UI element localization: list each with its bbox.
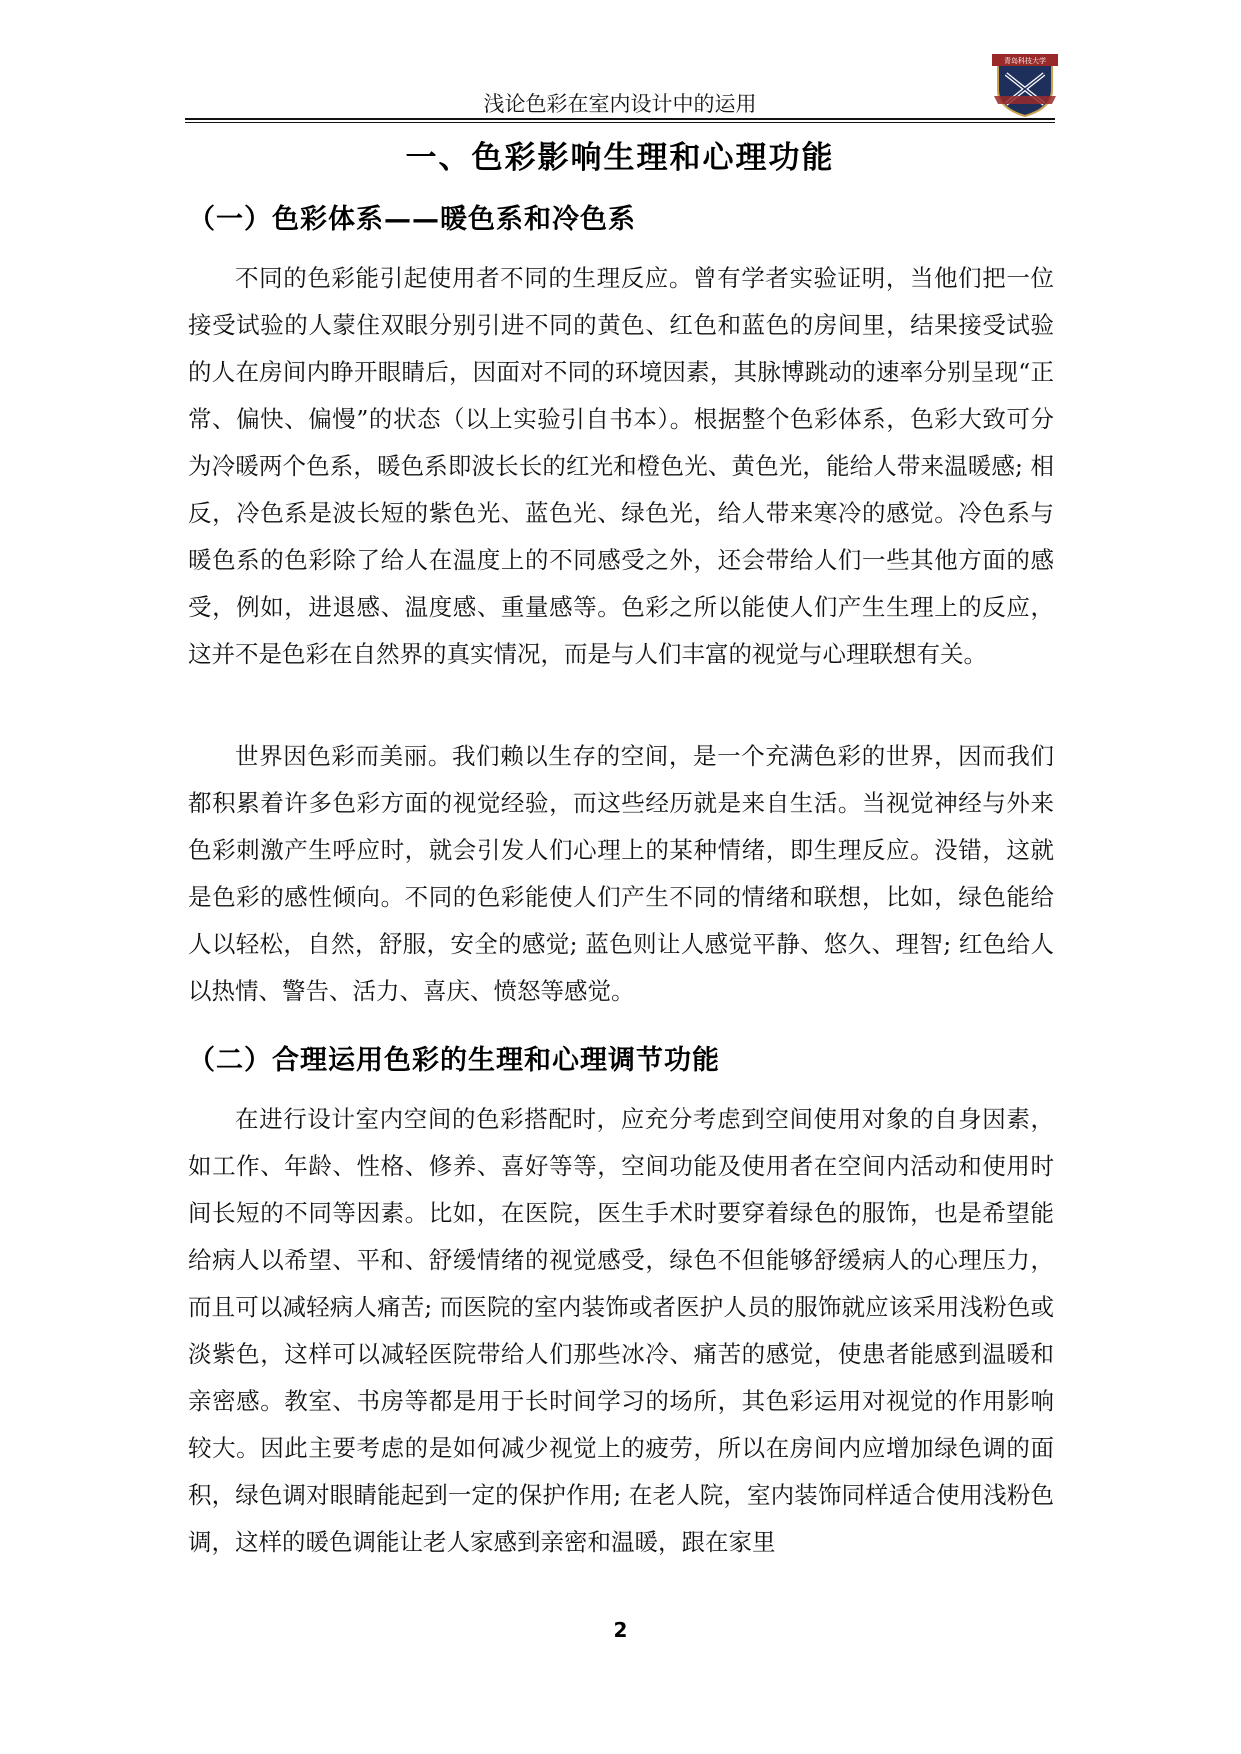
logo-text: 青岛科技大学 [1004, 57, 1046, 65]
body-paragraph-1: 不同的色彩能引起使用者不同的生理反应。曾有学者实验证明，当他们把一位接受试验的人蒙住双眼分别引进不同的黄色、红色和蓝色的房间里，结果接受试验的人在房间内睁开眼睛后，因面对不同的环境因素，其脉博跳动的速率分别呈现“正常、偏快、偏慢”的状态（以上实验引自书本）。根据整个色彩体系，色彩大致可分为冷暖两个色系，暖色系即波长长的红光和橙色光、黄色光，能给人带来温暖感; 相反，冷色系是波长短的紫色光、蓝色光、绿色光，给人带来寒冷的感觉。冷色系与暖色系的色彩除了给人在温度上的不同感受之外，还会带给人们一些其他方面的感受，例如，进退感、温度感、重量感等。色彩之所以能使人们产生生理上的反应，这并不是色彩在自然界的真实情况，而是与人们丰富的视觉与心理联想有关。 [188, 264, 1054, 668]
page-number: 2 [613, 1618, 628, 1642]
body-paragraph-2: 世界因色彩而美丽。我们赖以生存的空间，是一个充满色彩的世界，因而我们都积累着许多色彩方面的视觉经验，而这些经历就是来自生活。当视觉神经与外来色彩刺激产生呼应时，就会引发人们心理上的某种情绪，即生理反应。没错，这就是色彩的感性倾向。不同的色彩能使人们产生不同的情绪和联想，比如，绿色能给人以轻松，自然，舒服，安全的感觉; 蓝色则让人感觉平静、悠久、理智; 红色给人以热情、警告、活力、喜庆、愤怒等感觉。 [188, 742, 1054, 1005]
section-heading-2: （二）合理运用色彩的生理和心理调节功能 [188, 1045, 720, 1076]
section-heading-1: （一）色彩体系——暖色系和冷色系 [188, 204, 636, 235]
header-rule [185, 118, 1055, 120]
header-rule-thin [185, 122, 1055, 123]
running-header-title: 浅论色彩在室内设计中的运用 [483, 92, 757, 116]
chapter-title: 一、色彩影响生理和心理功能 [405, 140, 835, 176]
body-paragraph-3: 在进行设计室内空间的色彩搭配时，应充分考虑到空间使用对象的自身因素，如工作、年龄、性格、修养、喜好等等，空间功能及使用者在空间内活动和使用时间长短的不同等因素。比如，在医院，医生手术时要穿着绿色的服饰，也是希望能给病人以希望、平和、舒缓情绪的视觉感受，绿色不但能够舒缓病人的心理压力，而且可以减轻病人痛苦; 而医院的室内装饰或者医护人员的服饰就应该采用浅粉色或淡紫色，这样可以减轻医院带给人们那些冰冷、痛苦的感觉，使患者能感到温暖和亲密感。教室、书房等都是用于长时间学习的场所，其色彩运用对视觉的作用影响较大。因此主要考虑的是如何减少视觉上的疲劳，所以在房间内应增加绿色调的面积，绿色调对眼睛能起到一定的保护作用; 在老人院，室内装饰同样适合使用浅粉色调，这样的暖色调能让老人家感到亲密和温暖，跟在家里 [188, 1105, 1054, 1556]
